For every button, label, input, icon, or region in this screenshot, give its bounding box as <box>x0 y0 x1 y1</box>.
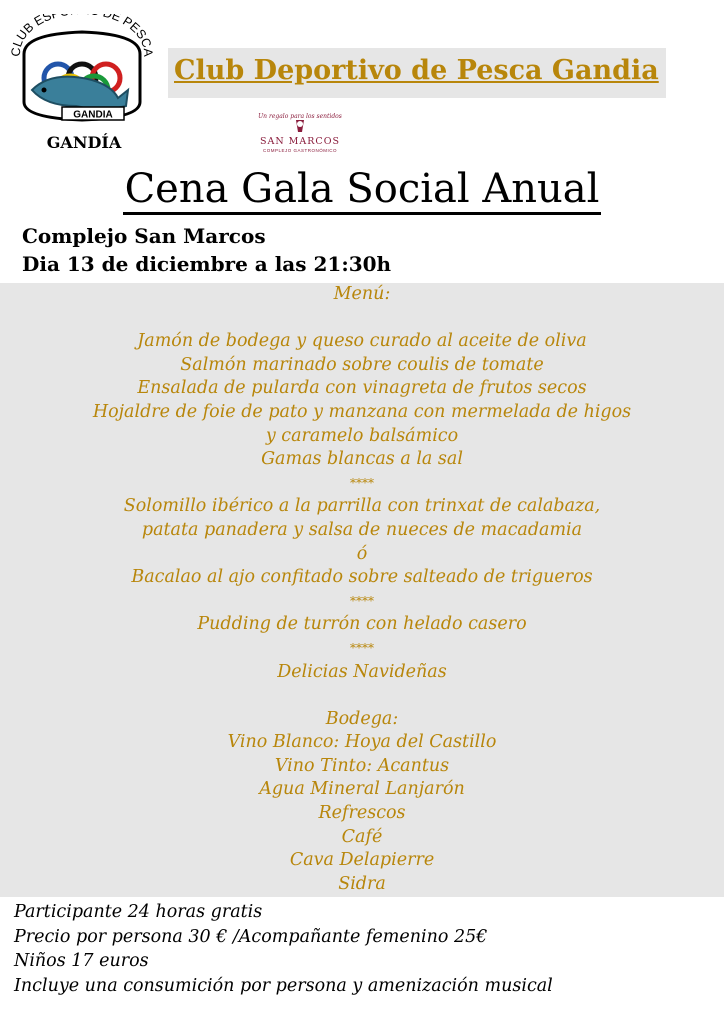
menu-item: Jamón de bodega y queso curado al aceite de oliva <box>137 331 587 352</box>
san-marcos-name: SAN MARCOS <box>259 136 341 147</box>
menu-item: Salmón marinado sobre coulis de tomate <box>180 354 544 375</box>
menu-item: ó <box>356 543 368 564</box>
menu-item: Cava Delapierre <box>289 850 435 871</box>
menu-item: Bacalao al ajo confitado sobre salteado de trigueros <box>131 567 593 588</box>
san-marcos-emblem-icon <box>252 104 348 160</box>
menu-separator: **** <box>350 593 374 608</box>
menu-item: Hojaldre de foie de pato y manzana con mermelada de higos <box>92 401 632 422</box>
club-title-banner <box>168 48 666 98</box>
pricing-line: Incluye una consumición por persona y amenización musical <box>14 975 553 996</box>
logo-arc-text: CLUB ES E PESCA <box>8 14 156 57</box>
menu-spacer <box>0 307 724 331</box>
event-info <box>22 222 391 278</box>
menu-list <box>0 283 724 896</box>
menu-item: Gamas blancas a la sal <box>261 449 463 470</box>
club-title: Club Deportivo de Pesca Gandia <box>174 55 659 86</box>
logo-bottom-text: GANDÍA <box>46 133 122 152</box>
menu-item: Ensalada de pularda con vinagreta de frutos secos <box>137 378 587 399</box>
san-marcos-subtitle: COMPLEJO GASTRONÓMICO <box>262 148 338 153</box>
menu-item: Refrescos <box>318 803 406 824</box>
event-title-text: Cena Gala Social Anual <box>123 166 602 215</box>
club-logo <box>6 14 156 154</box>
menu-item: patata panadera y salsa de nueces de macadamia <box>141 519 583 540</box>
menu-separator: **** <box>350 640 374 655</box>
event-title <box>0 162 724 216</box>
menu-item: Delicias Navideñas <box>277 661 447 682</box>
menu-item: y caramelo balsámico <box>265 425 459 446</box>
san-marcos-logo <box>252 104 348 160</box>
menu-item: Vino Tinto: Acantus <box>274 755 450 776</box>
menu-separator: **** <box>350 475 374 490</box>
menu-item: Sidra <box>338 873 386 894</box>
pricing-line: Niños 17 euros <box>14 951 149 971</box>
venue: Complejo San Marcos <box>22 224 266 248</box>
pricing-info <box>14 900 553 998</box>
menu-item: Vino Blanco: Hoya del Castillo <box>227 732 497 753</box>
san-marcos-tagline: Un regalo para los sentidos <box>258 113 342 120</box>
menu-item: Bodega: <box>325 708 399 729</box>
pricing-line: Precio por persona 30 € /Acompañante femenino 25€ <box>14 926 488 947</box>
date-line: Dia 13 de diciembre a las 21:30h <box>22 252 392 276</box>
menu-item: Pudding de turrón con helado casero <box>197 614 527 635</box>
menu-item: Café <box>341 826 383 847</box>
fish-and-rings-icon <box>6 14 156 154</box>
logo-badge-text: GANDIA <box>73 109 113 121</box>
menu-spacer <box>0 684 724 708</box>
pricing-line: Participante 24 horas gratis <box>14 902 263 922</box>
menu-item: Menú: <box>333 284 391 304</box>
menu-item: Solomillo ibérico a la parrilla con trinxat de calabaza, <box>123 496 601 517</box>
menu-item: Agua Mineral Lanjarón <box>259 779 465 800</box>
